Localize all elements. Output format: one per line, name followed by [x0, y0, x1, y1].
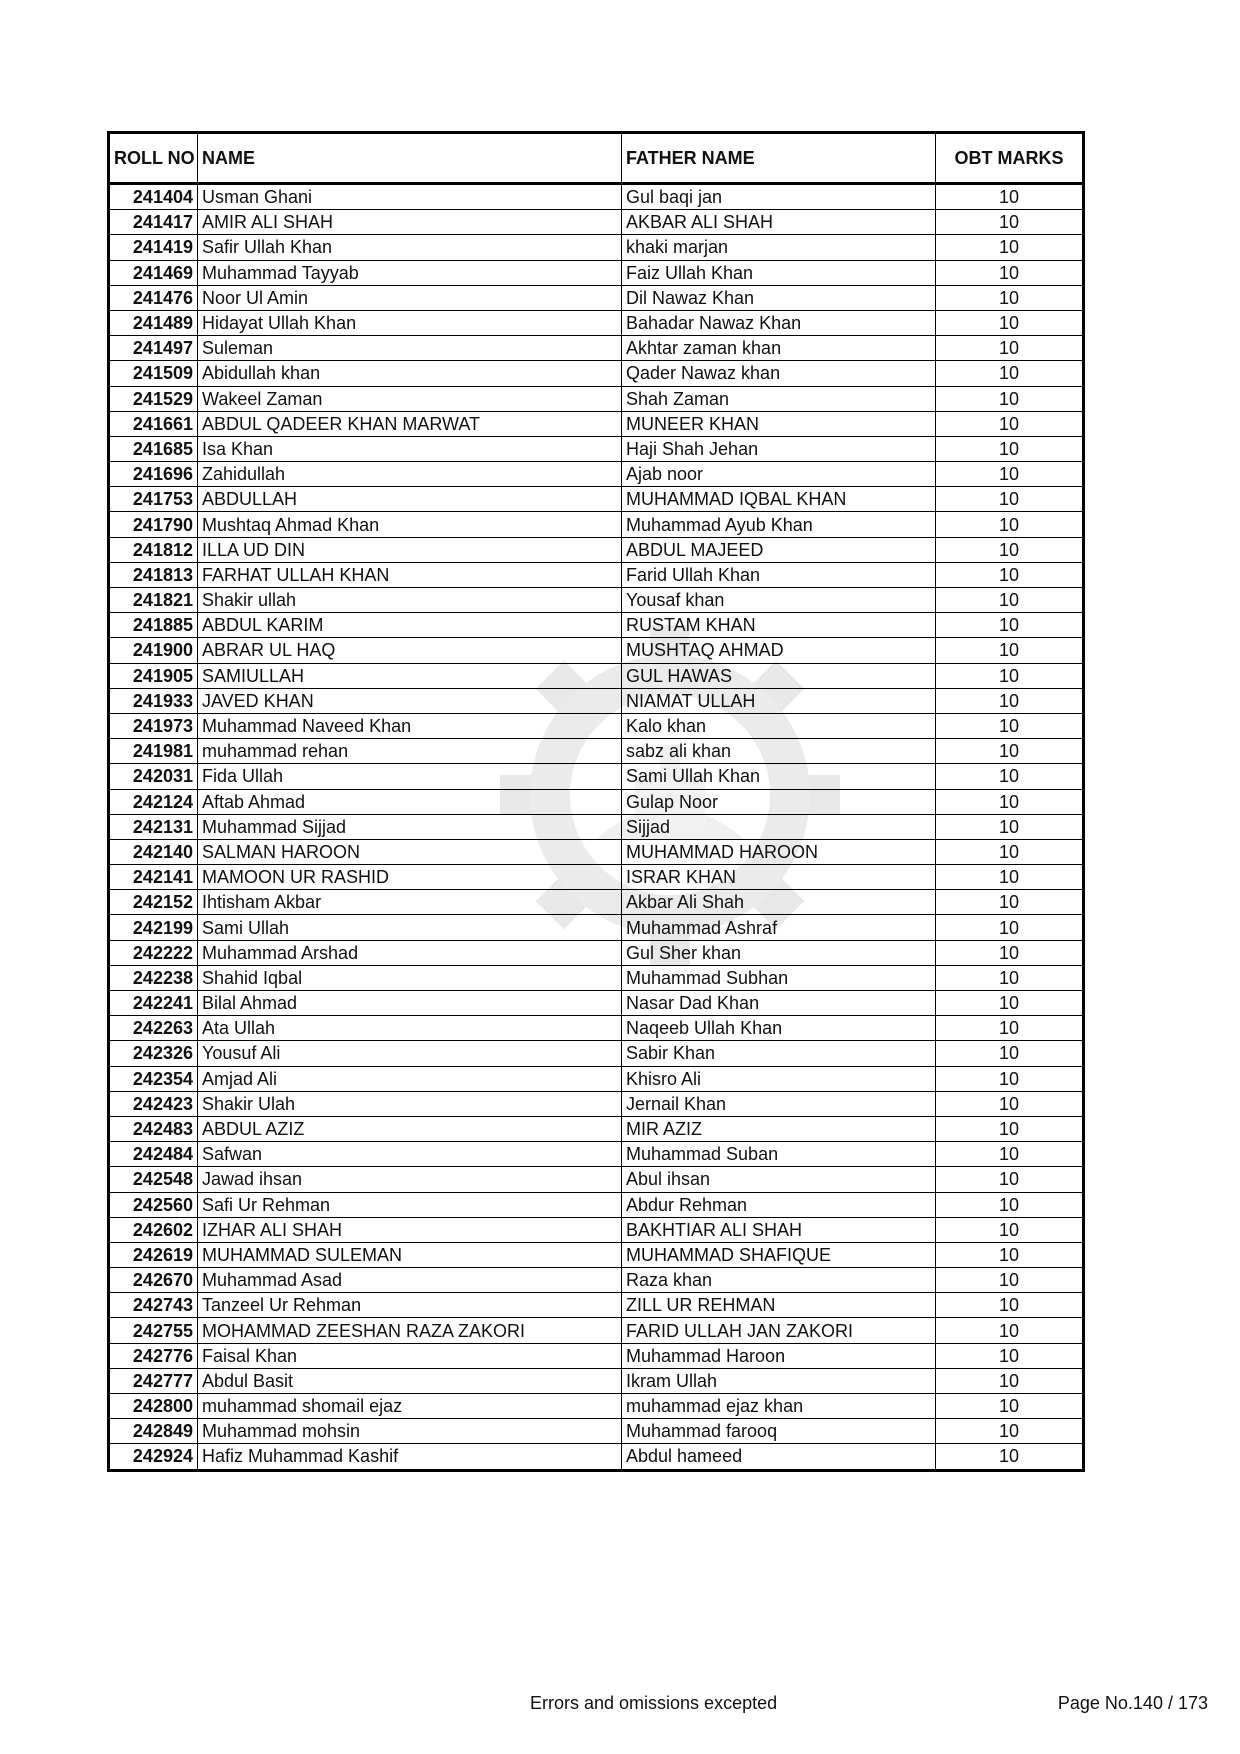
- page-number: Page No.140 / 173: [1057, 1693, 1208, 1713]
- table-row: [109, 562, 1084, 587]
- obt-marks-cell: 10: [936, 1066, 1084, 1091]
- name-cell: ABDUL AZIZ: [198, 1116, 622, 1141]
- father-name-cell: Muhammad farooq: [622, 1419, 936, 1444]
- name-cell: IZHAR ALI SHAH: [198, 1217, 622, 1242]
- roll-no-cell: 241509: [109, 361, 198, 386]
- table-row: [109, 663, 1084, 688]
- father-name-cell: Bahadar Nawaz Khan: [622, 310, 936, 335]
- name-cell: Zahidullah: [198, 462, 622, 487]
- name-cell: Muhammad Arshad: [198, 940, 622, 965]
- name-cell: Yousuf Ali: [198, 1041, 622, 1066]
- table-row: [109, 789, 1084, 814]
- roll-no-cell: 241790: [109, 512, 198, 537]
- father-name-cell: Abdur Rehman: [622, 1192, 936, 1217]
- roll-no-cell: 241419: [109, 235, 198, 260]
- father-name-cell: MUHAMMAD HAROON: [622, 839, 936, 864]
- table-row: [109, 1444, 1084, 1470]
- results-table: [107, 131, 1085, 1472]
- table-row: [109, 386, 1084, 411]
- name-cell: Usman Ghani: [198, 184, 622, 210]
- name-cell: Bilal Ahmad: [198, 991, 622, 1016]
- table-row: [109, 1293, 1084, 1318]
- roll-no-cell: 242924: [109, 1444, 198, 1470]
- header-name: NAME: [198, 133, 622, 184]
- obt-marks-cell: 10: [936, 814, 1084, 839]
- name-cell: Abdul Basit: [198, 1368, 622, 1393]
- roll-no-cell: 241696: [109, 462, 198, 487]
- father-name-cell: ISRAR KHAN: [622, 865, 936, 890]
- name-cell: MOHAMMAD ZEESHAN RAZA ZAKORI: [198, 1318, 622, 1343]
- father-name-cell: Kalo khan: [622, 713, 936, 738]
- roll-no-cell: 241885: [109, 613, 198, 638]
- roll-no-cell: 241489: [109, 310, 198, 335]
- table-row: [109, 260, 1084, 285]
- father-name-cell: Farid Ullah Khan: [622, 562, 936, 587]
- obt-marks-cell: 10: [936, 638, 1084, 663]
- obt-marks-cell: 10: [936, 1041, 1084, 1066]
- father-name-cell: Ajab noor: [622, 462, 936, 487]
- roll-no-cell: 242484: [109, 1142, 198, 1167]
- roll-no-cell: 242619: [109, 1242, 198, 1267]
- table-row: [109, 487, 1084, 512]
- table-row: [109, 285, 1084, 310]
- father-name-cell: MUHAMMAD IQBAL KHAN: [622, 487, 936, 512]
- obt-marks-cell: 10: [936, 1116, 1084, 1141]
- table-row: [109, 1116, 1084, 1141]
- father-name-cell: Gul baqi jan: [622, 184, 936, 210]
- name-cell: ILLA UD DIN: [198, 537, 622, 562]
- obt-marks-cell: 10: [936, 336, 1084, 361]
- name-cell: MAMOON UR RASHID: [198, 865, 622, 890]
- header-row: [109, 133, 1084, 184]
- table-row: [109, 865, 1084, 890]
- father-name-cell: Sabir Khan: [622, 1041, 936, 1066]
- roll-no-cell: 242199: [109, 915, 198, 940]
- obt-marks-cell: 10: [936, 1167, 1084, 1192]
- obt-marks-cell: 10: [936, 1268, 1084, 1293]
- table-row: [109, 1343, 1084, 1368]
- name-cell: Noor Ul Amin: [198, 285, 622, 310]
- table-row: [109, 890, 1084, 915]
- table-row: [109, 613, 1084, 638]
- table-row: [109, 361, 1084, 386]
- table-row: [109, 537, 1084, 562]
- roll-no-cell: 241417: [109, 210, 198, 235]
- name-cell: Shahid Iqbal: [198, 965, 622, 990]
- table-row: [109, 1268, 1084, 1293]
- roll-no-cell: 241476: [109, 285, 198, 310]
- table-row: [109, 336, 1084, 361]
- table-row: [109, 1419, 1084, 1444]
- roll-no-cell: 241529: [109, 386, 198, 411]
- father-name-cell: MIR AZIZ: [622, 1116, 936, 1141]
- father-name-cell: Muhammad Haroon: [622, 1343, 936, 1368]
- name-cell: JAVED KHAN: [198, 688, 622, 713]
- roll-no-cell: 242602: [109, 1217, 198, 1242]
- roll-no-cell: 241973: [109, 713, 198, 738]
- roll-no-cell: 242777: [109, 1368, 198, 1393]
- obt-marks-cell: 10: [936, 739, 1084, 764]
- obt-marks-cell: 10: [936, 915, 1084, 940]
- obt-marks-cell: 10: [936, 1419, 1084, 1444]
- name-cell: Jawad ihsan: [198, 1167, 622, 1192]
- name-cell: Shakir Ulah: [198, 1091, 622, 1116]
- obt-marks-cell: 10: [936, 940, 1084, 965]
- table-row: [109, 1142, 1084, 1167]
- father-name-cell: Muhammad Ayub Khan: [622, 512, 936, 537]
- father-name-cell: Yousaf khan: [622, 588, 936, 613]
- table-row: [109, 915, 1084, 940]
- obt-marks-cell: 10: [936, 713, 1084, 738]
- obt-marks-cell: 10: [936, 839, 1084, 864]
- table-row: [109, 965, 1084, 990]
- obt-marks-cell: 10: [936, 764, 1084, 789]
- father-name-cell: Ikram Ullah: [622, 1368, 936, 1393]
- roll-no-cell: 242152: [109, 890, 198, 915]
- name-cell: Muhammad Tayyab: [198, 260, 622, 285]
- obt-marks-cell: 10: [936, 1318, 1084, 1343]
- father-name-cell: Muhammad Subhan: [622, 965, 936, 990]
- name-cell: FARHAT ULLAH KHAN: [198, 562, 622, 587]
- father-name-cell: Abdul hameed: [622, 1444, 936, 1470]
- obt-marks-cell: 10: [936, 663, 1084, 688]
- obt-marks-cell: 10: [936, 1016, 1084, 1041]
- name-cell: Muhammad mohsin: [198, 1419, 622, 1444]
- name-cell: muhammad rehan: [198, 739, 622, 764]
- name-cell: Sami Ullah: [198, 915, 622, 940]
- roll-no-cell: 242800: [109, 1394, 198, 1419]
- name-cell: ABRAR UL HAQ: [198, 638, 622, 663]
- father-name-cell: Muhammad Suban: [622, 1142, 936, 1167]
- name-cell: SALMAN HAROON: [198, 839, 622, 864]
- father-name-cell: Raza khan: [622, 1268, 936, 1293]
- table-row: [109, 839, 1084, 864]
- father-name-cell: AKBAR ALI SHAH: [622, 210, 936, 235]
- father-name-cell: Sijjad: [622, 814, 936, 839]
- table-row: [109, 1217, 1084, 1242]
- obt-marks-cell: 10: [936, 462, 1084, 487]
- footer-note: Errors and omissions excepted: [530, 1693, 778, 1713]
- roll-no-cell: 242131: [109, 814, 198, 839]
- name-cell: Muhammad Asad: [198, 1268, 622, 1293]
- father-name-cell: NIAMAT ULLAH: [622, 688, 936, 713]
- roll-no-cell: 242548: [109, 1167, 198, 1192]
- name-cell: Aftab Ahmad: [198, 789, 622, 814]
- father-name-cell: Abul ihsan: [622, 1167, 936, 1192]
- father-name-cell: Jernail Khan: [622, 1091, 936, 1116]
- name-cell: Safir Ullah Khan: [198, 235, 622, 260]
- name-cell: ABDUL KARIM: [198, 613, 622, 638]
- name-cell: Abidullah khan: [198, 361, 622, 386]
- table-row: [109, 1368, 1084, 1393]
- table-row: [109, 184, 1084, 210]
- obt-marks-cell: 10: [936, 310, 1084, 335]
- name-cell: ABDULLAH: [198, 487, 622, 512]
- obt-marks-cell: 10: [936, 1142, 1084, 1167]
- name-cell: Fida Ullah: [198, 764, 622, 789]
- table-row: [109, 310, 1084, 335]
- name-cell: Safi Ur Rehman: [198, 1192, 622, 1217]
- roll-no-cell: 241821: [109, 588, 198, 613]
- roll-no-cell: 242238: [109, 965, 198, 990]
- father-name-cell: Haji Shah Jehan: [622, 436, 936, 461]
- roll-no-cell: 241497: [109, 336, 198, 361]
- roll-no-cell: 242423: [109, 1091, 198, 1116]
- obt-marks-cell: 10: [936, 1368, 1084, 1393]
- name-cell: Shakir ullah: [198, 588, 622, 613]
- father-name-cell: Dil Nawaz Khan: [622, 285, 936, 310]
- father-name-cell: GUL HAWAS: [622, 663, 936, 688]
- obt-marks-cell: 10: [936, 965, 1084, 990]
- father-name-cell: Qader Nawaz khan: [622, 361, 936, 386]
- name-cell: Tanzeel Ur Rehman: [198, 1293, 622, 1318]
- father-name-cell: BAKHTIAR ALI SHAH: [622, 1217, 936, 1242]
- father-name-cell: MUNEER KHAN: [622, 411, 936, 436]
- roll-no-cell: 241812: [109, 537, 198, 562]
- name-cell: Isa Khan: [198, 436, 622, 461]
- roll-no-cell: 242755: [109, 1318, 198, 1343]
- roll-no-cell: 242222: [109, 940, 198, 965]
- obt-marks-cell: 10: [936, 1293, 1084, 1318]
- roll-no-cell: 241685: [109, 436, 198, 461]
- roll-no-cell: 241753: [109, 487, 198, 512]
- name-cell: AMIR ALI SHAH: [198, 210, 622, 235]
- obt-marks-cell: 10: [936, 411, 1084, 436]
- table-row: [109, 764, 1084, 789]
- obt-marks-cell: 10: [936, 184, 1084, 210]
- header-father-name: FATHER NAME: [622, 133, 936, 184]
- table-row: [109, 1394, 1084, 1419]
- roll-no-cell: 241661: [109, 411, 198, 436]
- roll-no-cell: 242263: [109, 1016, 198, 1041]
- obt-marks-cell: 10: [936, 361, 1084, 386]
- name-cell: Muhammad Naveed Khan: [198, 713, 622, 738]
- name-cell: muhammad shomail ejaz: [198, 1394, 622, 1419]
- father-name-cell: FARID ULLAH JAN ZAKORI: [622, 1318, 936, 1343]
- name-cell: MUHAMMAD SULEMAN: [198, 1242, 622, 1267]
- obt-marks-cell: 10: [936, 991, 1084, 1016]
- name-cell: Suleman: [198, 336, 622, 361]
- name-cell: Muhammad Sijjad: [198, 814, 622, 839]
- table-body: [109, 184, 1084, 1471]
- name-cell: Hidayat Ullah Khan: [198, 310, 622, 335]
- father-name-cell: RUSTAM KHAN: [622, 613, 936, 638]
- roll-no-cell: 241981: [109, 739, 198, 764]
- roll-no-cell: 241933: [109, 688, 198, 713]
- father-name-cell: MUSHTAQ AHMAD: [622, 638, 936, 663]
- table-row: [109, 1192, 1084, 1217]
- obt-marks-cell: 10: [936, 688, 1084, 713]
- roll-no-cell: 242124: [109, 789, 198, 814]
- father-name-cell: Faiz Ullah Khan: [622, 260, 936, 285]
- table-row: [109, 462, 1084, 487]
- table-row: [109, 411, 1084, 436]
- roll-no-cell: 242141: [109, 865, 198, 890]
- obt-marks-cell: 10: [936, 1091, 1084, 1116]
- roll-no-cell: 241900: [109, 638, 198, 663]
- roll-no-cell: 241469: [109, 260, 198, 285]
- table-row: [109, 1167, 1084, 1192]
- obt-marks-cell: 10: [936, 890, 1084, 915]
- table-row: [109, 739, 1084, 764]
- obt-marks-cell: 10: [936, 386, 1084, 411]
- obt-marks-cell: 10: [936, 562, 1084, 587]
- obt-marks-cell: 10: [936, 210, 1084, 235]
- father-name-cell: Gul Sher khan: [622, 940, 936, 965]
- roll-no-cell: 242776: [109, 1343, 198, 1368]
- father-name-cell: Sami Ullah Khan: [622, 764, 936, 789]
- name-cell: Wakeel Zaman: [198, 386, 622, 411]
- name-cell: Amjad Ali: [198, 1066, 622, 1091]
- obt-marks-cell: 10: [936, 789, 1084, 814]
- name-cell: ABDUL QADEER KHAN MARWAT: [198, 411, 622, 436]
- table-row: [109, 235, 1084, 260]
- obt-marks-cell: 10: [936, 613, 1084, 638]
- table-row: [109, 713, 1084, 738]
- table-row: [109, 638, 1084, 663]
- roll-no-cell: 242031: [109, 764, 198, 789]
- roll-no-cell: 242743: [109, 1293, 198, 1318]
- roll-no-cell: 241813: [109, 562, 198, 587]
- father-name-cell: ABDUL MAJEED: [622, 537, 936, 562]
- roll-no-cell: 242560: [109, 1192, 198, 1217]
- father-name-cell: Akhtar zaman khan: [622, 336, 936, 361]
- roll-no-cell: 242354: [109, 1066, 198, 1091]
- table-row: [109, 814, 1084, 839]
- roll-no-cell: 241905: [109, 663, 198, 688]
- header-obt-marks: OBT MARKS: [936, 133, 1084, 184]
- roll-no-cell: 242140: [109, 839, 198, 864]
- obt-marks-cell: 10: [936, 436, 1084, 461]
- father-name-cell: muhammad ejaz khan: [622, 1394, 936, 1419]
- father-name-cell: MUHAMMAD SHAFIQUE: [622, 1242, 936, 1267]
- name-cell: Hafiz Muhammad Kashif: [198, 1444, 622, 1470]
- table-row: [109, 1016, 1084, 1041]
- father-name-cell: Nasar Dad Khan: [622, 991, 936, 1016]
- table-row: [109, 688, 1084, 713]
- table-row: [109, 1318, 1084, 1343]
- father-name-cell: Akbar Ali Shah: [622, 890, 936, 915]
- father-name-cell: sabz ali khan: [622, 739, 936, 764]
- obt-marks-cell: 10: [936, 537, 1084, 562]
- roll-no-cell: 242670: [109, 1268, 198, 1293]
- roll-no-cell: 242849: [109, 1419, 198, 1444]
- obt-marks-cell: 10: [936, 1242, 1084, 1267]
- father-name-cell: Shah Zaman: [622, 386, 936, 411]
- name-cell: Ihtisham Akbar: [198, 890, 622, 915]
- table-row: [109, 436, 1084, 461]
- table-row: [109, 588, 1084, 613]
- obt-marks-cell: 10: [936, 865, 1084, 890]
- obt-marks-cell: 10: [936, 235, 1084, 260]
- obt-marks-cell: 10: [936, 1394, 1084, 1419]
- obt-marks-cell: 10: [936, 1343, 1084, 1368]
- obt-marks-cell: 10: [936, 1217, 1084, 1242]
- name-cell: Mushtaq Ahmad Khan: [198, 512, 622, 537]
- father-name-cell: ZILL UR REHMAN: [622, 1293, 936, 1318]
- table-row: [109, 1066, 1084, 1091]
- table-row: [109, 1091, 1084, 1116]
- obt-marks-cell: 10: [936, 512, 1084, 537]
- obt-marks-cell: 10: [936, 1192, 1084, 1217]
- name-cell: SAMIULLAH: [198, 663, 622, 688]
- obt-marks-cell: 10: [936, 285, 1084, 310]
- father-name-cell: Naqeeb Ullah Khan: [622, 1016, 936, 1041]
- father-name-cell: khaki marjan: [622, 235, 936, 260]
- table-row: [109, 991, 1084, 1016]
- table-row: [109, 1242, 1084, 1267]
- table-row: [109, 1041, 1084, 1066]
- father-name-cell: Khisro Ali: [622, 1066, 936, 1091]
- father-name-cell: Muhammad Ashraf: [622, 915, 936, 940]
- name-cell: Safwan: [198, 1142, 622, 1167]
- table-row: [109, 210, 1084, 235]
- roll-no-cell: 242241: [109, 991, 198, 1016]
- table-row: [109, 512, 1084, 537]
- roll-no-cell: 242326: [109, 1041, 198, 1066]
- name-cell: Ata Ullah: [198, 1016, 622, 1041]
- name-cell: Faisal Khan: [198, 1343, 622, 1368]
- table-row: [109, 940, 1084, 965]
- obt-marks-cell: 10: [936, 1444, 1084, 1470]
- header-roll-no: ROLL NO: [109, 133, 198, 184]
- roll-no-cell: 241404: [109, 184, 198, 210]
- father-name-cell: Gulap Noor: [622, 789, 936, 814]
- obt-marks-cell: 10: [936, 487, 1084, 512]
- obt-marks-cell: 10: [936, 588, 1084, 613]
- obt-marks-cell: 10: [936, 260, 1084, 285]
- roll-no-cell: 242483: [109, 1116, 198, 1141]
